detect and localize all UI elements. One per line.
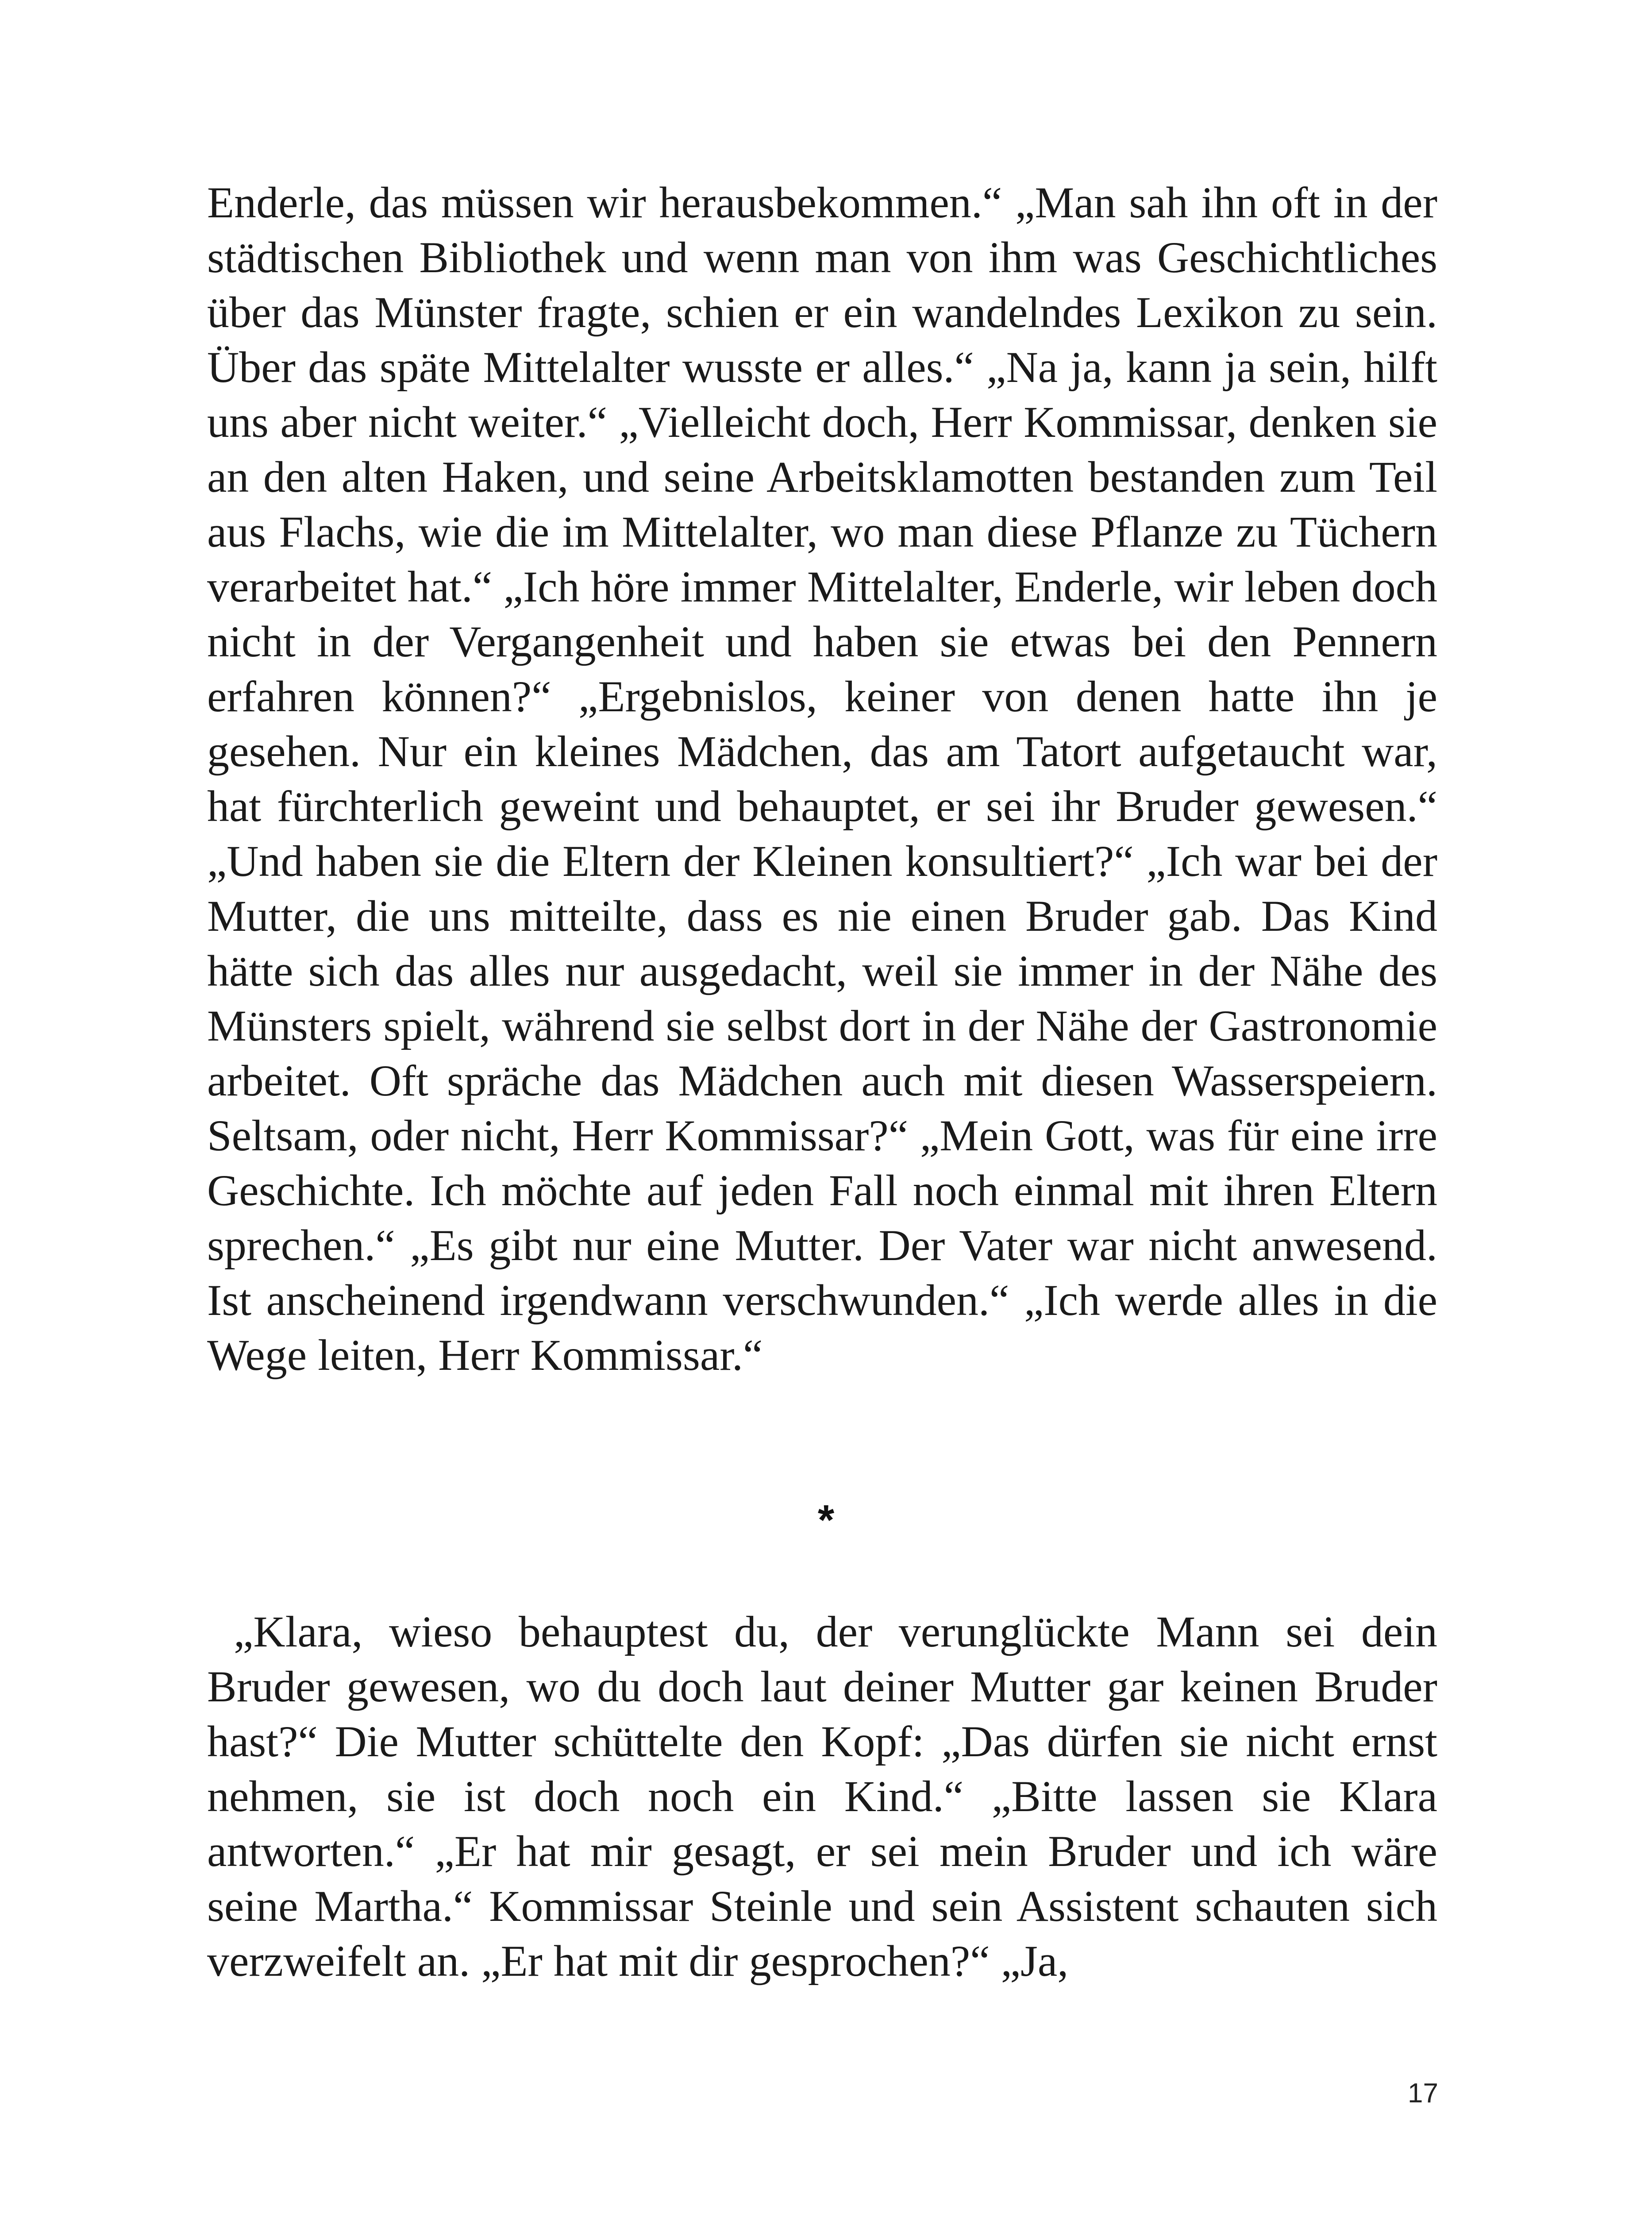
- page-number: 17: [1408, 2078, 1438, 2109]
- section-separator: *: [817, 1496, 835, 1544]
- paragraph-block-top: [207, 175, 1437, 1383]
- paragraph: „Klara, wieso behauptest du, der verunglückte Mann sei dein Bruder gewesen, wo du doch laut deiner Mutter gar keinen Bruder hast?“ Die Mutter schüttelte den Kopf: „Das dürfen sie nicht ernst nehmen, sie ist doch noch ein Kind.“ „Bitte lassen sie Klara antworten.“ „Er hat mir gesagt, er sei mein Bruder und ich wäre seine Martha.“ Kommissar Steinle und sein Assistent schauten sich verzweifelt an. „Er hat mit dir gesprochen?“ „Ja,: [207, 1607, 1437, 1986]
- paragraph-block-bottom: [207, 1604, 1437, 1989]
- paragraph: Enderle, das müssen wir herausbekommen.“ „Man sah ihn oft in der städtischen Bibliothek und wenn man von ihm was Geschichtliches über das Münster fragte, schien er ein wandelndes Lexikon zu sein. Über das späte Mittelalter wusste er alles.“ „Na ja, kann ja sein, hilft uns aber nicht weiter.“ „Vielleicht doch, Herr Kommissar, denken sie an den alten Haken, und seine Arbeitsklamotten bestanden zum Teil aus Flachs, wie die im Mittelalter, wo man diese Pflanze zu Tüchern verarbeitet hat.“ „Ich höre immer Mittelalter, Enderle, wir leben doch nicht in der Vergangenheit und haben sie etwas bei den Pennern erfahren können?“ „Ergebnislos, keiner von denen hatte ihn je gesehen. Nur ein kleines Mädchen, das am Tatort aufgetaucht war, hat fürchterlich geweint und behauptet, er sei ihr Bruder gewesen.“ „Und haben sie die Eltern der Kleinen konsultiert?“ „Ich war bei der Mutter, die uns mitteilte, dass es nie einen Bruder gab. Das Kind hätte sich das alles nur ausgedacht, weil sie immer in der Nähe des Münsters spielt, während sie selbst dort in der Nähe der Gastronomie arbeitet. Oft spräche das Mädchen auch mit diesen Wasserspeiern. Seltsam, oder nicht, Herr Kommissar?“ „Mein Gott, was für eine irre Geschichte. Ich möchte auf jeden Fall noch einmal mit ihren Eltern sprechen.“ „Es gibt nur eine Mutter. Der Vater war nicht anwesend. Ist anscheinend irgendwann verschwunden.“ „Ich werde alles in die Wege leiten, Herr Kommissar.“: [207, 178, 1437, 1380]
